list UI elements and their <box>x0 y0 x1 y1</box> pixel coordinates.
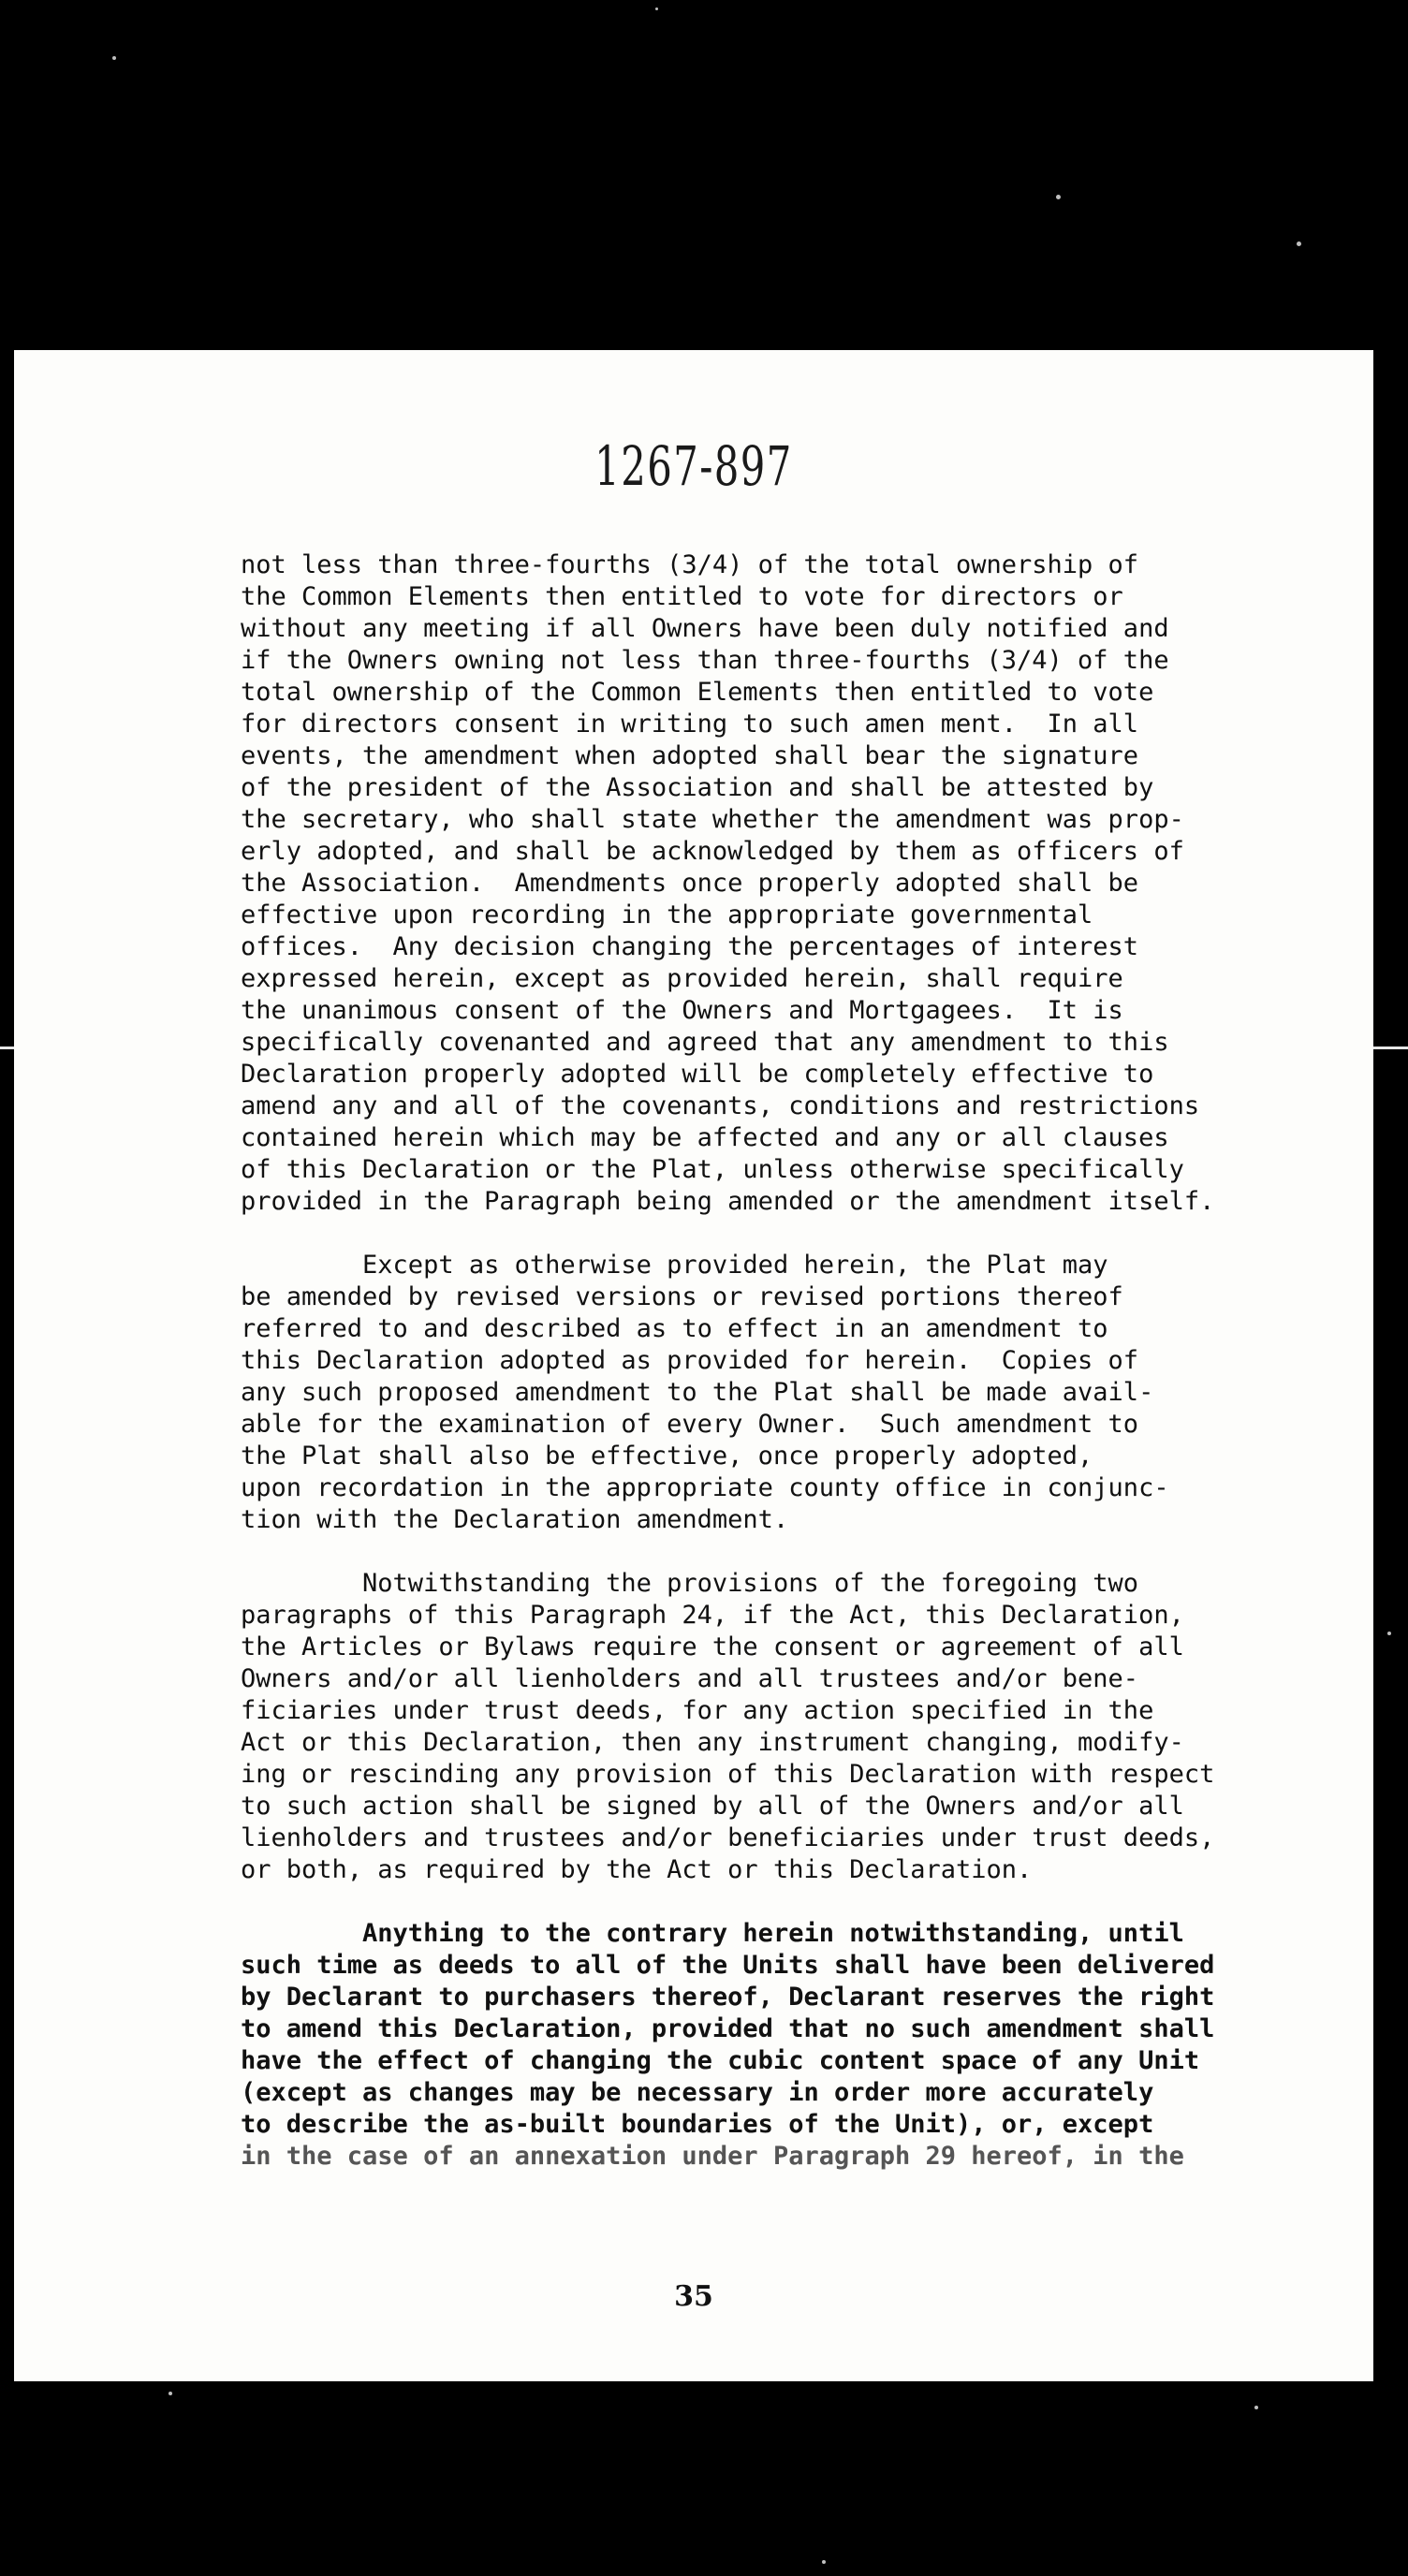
text-line: ficiaries under trust deeds, for any action specified in the <box>241 1696 1154 1725</box>
text-line: the Plat shall also be effective, once properly adopted, <box>241 1442 1093 1471</box>
paragraph <box>241 549 1317 1218</box>
scan-speck <box>822 2560 826 2564</box>
text-line: able for the examination of every Owner. Such amendment to <box>241 1410 1139 1439</box>
text-line: if the Owners owning not less than three-fourths (3/4) of the <box>241 646 1169 675</box>
text-line: effective upon recording in the appropriate governmental <box>241 900 1093 929</box>
paragraph <box>241 1918 1317 2173</box>
text-line: not less than three-fourths (3/4) of the total ownership of <box>241 550 1139 579</box>
scan-speck <box>1387 1632 1391 1635</box>
text-line: be amended by revised versions or revised portions thereof <box>241 1282 1123 1311</box>
text-line: this Declaration adopted as provided for herein. Copies of <box>241 1346 1139 1375</box>
paragraph <box>241 1250 1317 1536</box>
text-line: upon recordation in the appropriate county office in conjunc- <box>241 1473 1169 1502</box>
text-line: Owners and/or all lienholders and all trustees and/or bene- <box>241 1664 1139 1693</box>
text-line: Declaration properly adopted will be completely effective to <box>241 1060 1154 1089</box>
text-line: any such proposed amendment to the Plat shall be made avail- <box>241 1378 1154 1407</box>
recording-number: 1267-897 <box>594 434 793 498</box>
scan-speck <box>1297 242 1301 246</box>
scan-artifact-line-right <box>1372 1046 1408 1049</box>
paragraph-gap <box>241 1536 1317 1568</box>
scan-artifact-line-left <box>0 1046 15 1049</box>
text-line: or both, as required by the Act or this Declaration. <box>241 1855 1033 1884</box>
document-page <box>14 350 1373 2381</box>
text-line: Act or this Declaration, then any instrument changing, modify- <box>241 1728 1184 1757</box>
page-number: 35 <box>674 2280 713 2313</box>
text-line: of the president of the Association and shall be attested by <box>241 773 1154 802</box>
text-line: amend any and all of the covenants, conditions and restrictions <box>241 1091 1200 1120</box>
text-line: to describe the as-built boundaries of the Unit), or, except <box>241 2110 1154 2139</box>
scan-speck <box>1056 195 1061 199</box>
text-line: have the effect of changing the cubic content space of any Unit <box>241 2046 1200 2075</box>
text-line: events, the amendment when adopted shall bear the signature <box>241 741 1139 770</box>
text-line: offices. Any decision changing the percentages of interest <box>241 932 1139 961</box>
text-line: the Articles or Bylaws require the consent or agreement of all <box>241 1632 1184 1661</box>
text-line: to amend this Declaration, provided that no such amendment shall <box>241 2014 1215 2043</box>
text-line: such time as deeds to all of the Units shall have been delivered <box>241 1951 1215 1980</box>
text-line: ing or rescinding any provision of this Declaration with respect <box>241 1760 1215 1789</box>
document-body <box>241 549 1317 2173</box>
text-line: paragraphs of this Paragraph 24, if the Act, this Declaration, <box>241 1601 1184 1630</box>
scan-speck <box>655 7 658 10</box>
scan-speck <box>1254 2406 1258 2409</box>
text-line: specifically covenanted and agreed that any amendment to this <box>241 1028 1169 1057</box>
text-line: without any meeting if all Owners have been duly notified and <box>241 614 1169 643</box>
text-line: Notwithstanding the provisions of the foregoing two <box>241 1569 1139 1598</box>
text-line: expressed herein, except as provided herein, shall require <box>241 964 1123 993</box>
text-line: erly adopted, and shall be acknowledged by them as officers of <box>241 837 1184 866</box>
scan-speck <box>169 2392 172 2395</box>
text-line: referred to and described as to effect in an amendment to <box>241 1314 1108 1343</box>
text-line: contained herein which may be affected and any or all clauses <box>241 1123 1169 1152</box>
text-line: Except as otherwise provided herein, the Plat may <box>241 1251 1108 1280</box>
paragraph-gap <box>241 1886 1317 1918</box>
paragraph <box>241 1568 1317 1886</box>
scan-speck <box>112 56 116 60</box>
text-line: the Association. Amendments once properly adopted shall be <box>241 869 1139 898</box>
text-line: of this Declaration or the Plat, unless otherwise specifically <box>241 1155 1184 1184</box>
text-line: for directors consent in writing to such amen ment. In all <box>241 710 1139 739</box>
text-line: Anything to the contrary herein notwithstanding, until <box>241 1919 1184 1948</box>
text-line: to such action shall be signed by all of the Owners and/or all <box>241 1792 1184 1821</box>
text-line: in the case of an annexation under Paragraph 29 hereof, in the <box>241 2142 1184 2171</box>
text-line: tion with the Declaration amendment. <box>241 1505 789 1534</box>
text-line: the unanimous consent of the Owners and Mortgagees. It is <box>241 996 1123 1025</box>
text-line: by Declarant to purchasers thereof, Declarant reserves the right <box>241 1983 1215 2012</box>
text-line: total ownership of the Common Elements then entitled to vote <box>241 678 1154 707</box>
text-line: provided in the Paragraph being amended or the amendment itself. <box>241 1187 1215 1216</box>
paragraph-gap <box>241 1218 1317 1250</box>
text-line: the secretary, who shall state whether the amendment was prop- <box>241 805 1184 834</box>
text-line: (except as changes may be necessary in order more accurately <box>241 2078 1154 2107</box>
text-line: lienholders and trustees and/or beneficiaries under trust deeds, <box>241 1823 1215 1852</box>
text-line: the Common Elements then entitled to vote for directors or <box>241 582 1123 611</box>
